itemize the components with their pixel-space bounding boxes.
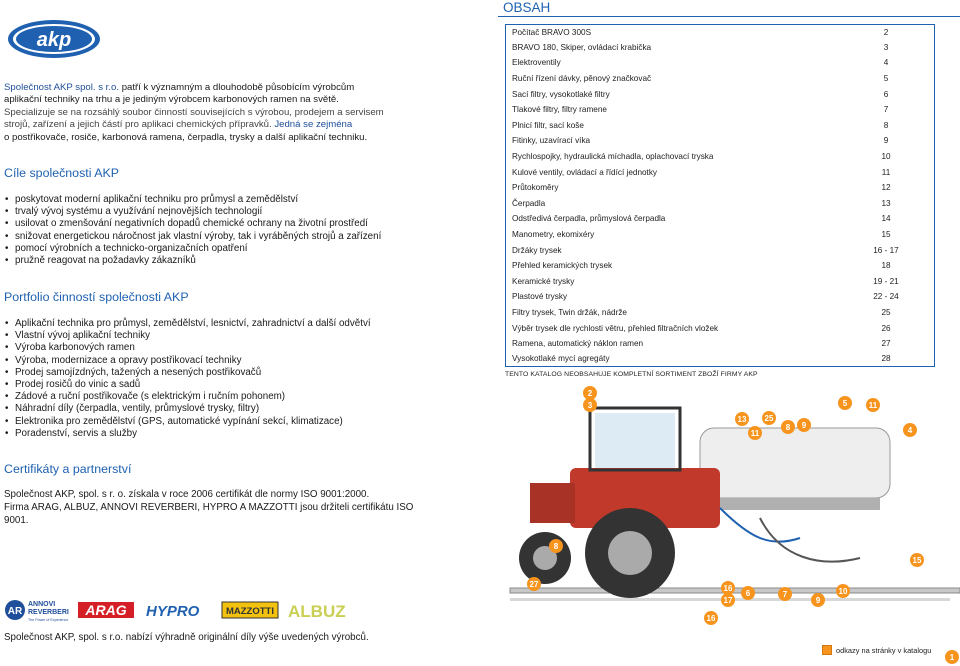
p-hypro-text: HYPRO bbox=[146, 603, 200, 620]
toc-label: Manometry, ekomixéry bbox=[512, 230, 595, 240]
certs-text bbox=[4, 488, 424, 527]
toc-row bbox=[505, 24, 935, 40]
toc-row bbox=[505, 351, 935, 367]
toc-label: Rychlospojky, hydraulická míchadla, oplachovací tryska bbox=[512, 152, 714, 162]
intro-line-4b: Jedná se zejména bbox=[271, 119, 353, 131]
toc-label: Fitinky, uzavírací víka bbox=[512, 136, 591, 146]
portfolio-item: • Náhradní díly (čerpadla, ventily, průmyslové trysky, filtry) bbox=[4, 403, 394, 415]
portfolio-item: • Výroba karbonových ramen bbox=[4, 342, 394, 354]
p-albuz-text: ALBUZ bbox=[288, 602, 346, 621]
diagram-badge: 5 bbox=[838, 396, 852, 410]
toc-page: 26 bbox=[881, 323, 891, 333]
albuz-logo bbox=[288, 602, 346, 621]
goal-item: • trvalý vývoj systému a využívání nejnovějších technologií bbox=[4, 206, 394, 218]
legend-text: odkazy na stránky v katalogu bbox=[836, 645, 932, 655]
toc-row bbox=[505, 118, 935, 134]
diagram-badge: 11 bbox=[866, 398, 880, 412]
toc-row bbox=[505, 196, 935, 212]
toc-label: Odstředivá čerpadla, průmyslová čerpadla bbox=[512, 214, 666, 224]
portfolio-item: • Výroba, modernizace a opravy postřikovací techniky bbox=[4, 355, 394, 367]
diagram-badge: 3 bbox=[583, 398, 597, 412]
p-annovi-text: ANNOVI bbox=[28, 601, 56, 608]
toc-page: 3 bbox=[883, 42, 889, 52]
toc-page: 28 bbox=[881, 354, 891, 364]
portfolio-item: • Zádové a ruční postřikovače (s elektrickým i ručním pohonem) bbox=[4, 391, 394, 403]
toc-row bbox=[505, 289, 935, 305]
p-reverberi-text: REVERBERI bbox=[28, 609, 69, 616]
toc-page: 18 bbox=[881, 261, 891, 271]
certs-heading: Certifikáty a partnerství bbox=[4, 462, 132, 476]
portfolio-item: • Vlastní vývoj aplikační techniky bbox=[4, 330, 394, 342]
toc-page: 9 bbox=[883, 136, 889, 146]
akp-logo bbox=[6, 18, 102, 60]
hypro-logo bbox=[146, 603, 200, 620]
toc-row bbox=[505, 211, 935, 227]
diagram-badge: 7 bbox=[778, 587, 792, 601]
toc-page: 5 bbox=[883, 74, 889, 84]
mazzotti-logo bbox=[222, 602, 278, 618]
diagram-badge: 6 bbox=[741, 586, 755, 600]
diagram-badge: 8 bbox=[549, 539, 563, 553]
obsah-title: OBSAH bbox=[503, 0, 551, 15]
toc-label: Filtry trysek, Twin držák, nádrže bbox=[512, 307, 627, 317]
toc-row bbox=[505, 227, 935, 243]
toc-label: Plnicí filtr, sací koše bbox=[512, 120, 584, 130]
logo-text-text: akp bbox=[36, 29, 72, 51]
company-name: Společnost AKP spol. s r.o. bbox=[4, 82, 120, 93]
intro-line-4: strojů, zařízení a jejich částí pro aplikaci chemických přípravků. bbox=[4, 119, 272, 131]
diagram-badge: 4 bbox=[903, 423, 917, 437]
toc-label: Elektroventily bbox=[512, 58, 561, 68]
toc-row bbox=[505, 274, 935, 290]
legend-swatch bbox=[822, 645, 832, 655]
goal-item: • usilovat o zmenšování negativních dopadů chemické ochrany na životní prostředí bbox=[4, 218, 394, 230]
toc-label: Přehled keramických trysek bbox=[512, 261, 613, 271]
toc-page: 15 bbox=[881, 230, 891, 240]
intro-line-2: aplikační techniky na trhu a je jediným výrobcem karbonových ramen na světě. bbox=[4, 94, 339, 106]
toc-page: 12 bbox=[881, 183, 891, 193]
portfolio-item: • Aplikační technika pro průmysl, zemědělství, lesnictví, zahradnictví a další odvětví bbox=[4, 318, 394, 330]
toc-page: 16 - 17 bbox=[873, 245, 899, 255]
svg-text:AR: AR bbox=[7, 606, 23, 617]
diagram-badge: 9 bbox=[797, 418, 811, 432]
toc-page: 22 - 24 bbox=[873, 292, 899, 302]
toc-label: Počítač BRAVO 300S bbox=[512, 27, 592, 37]
diagram-badge: 16 bbox=[721, 581, 735, 595]
toc-row bbox=[505, 320, 935, 336]
toc-label: Kulové ventily, ovládací a řídící jednotky bbox=[512, 167, 658, 177]
toc-page: 13 bbox=[881, 198, 891, 208]
goal-item: • pružně reagovat na požadavky zákazníků bbox=[4, 255, 394, 267]
portfolio-item: • Poradenství, servis a služby bbox=[4, 428, 394, 440]
diagram-badge: 10 bbox=[836, 584, 850, 598]
intro-paragraph bbox=[4, 82, 384, 144]
toc-page: 6 bbox=[883, 89, 889, 99]
certs-line-2: Firma ARAG, ALBUZ, ANNOVI REVERBERI, HYPRO A MAZZOTTI jsou držiteli certifikátu ISO 9001. bbox=[4, 502, 414, 526]
toc-row bbox=[505, 242, 935, 258]
intro-line-1: patří k významným a dlouhodobě působícím výrobcům bbox=[119, 82, 355, 93]
toc-page: 11 bbox=[881, 167, 891, 177]
arag-logo bbox=[78, 602, 134, 618]
portfolio-item: • Prodej samojízdných, tažených a nesených postřikovačů bbox=[4, 367, 394, 379]
toc-label: Výběr trysek dle rychlosti větru, přehled filtračních vložek bbox=[512, 323, 719, 333]
diagram-legend bbox=[822, 645, 931, 655]
toc-label: Čerpadla bbox=[512, 198, 546, 208]
toc-row bbox=[505, 164, 935, 180]
diagram-badge: 8 bbox=[781, 420, 795, 434]
catalog-note: TENTO KATALOG NEOBSAHUJE KOMPLETNÍ SORTIMENT ZBOŽÍ FIRMY AKP bbox=[505, 371, 758, 378]
goals-list bbox=[4, 194, 394, 267]
toc-row bbox=[505, 71, 935, 87]
diagram-badge: 27 bbox=[527, 577, 541, 591]
toc-row bbox=[505, 86, 935, 102]
goals-heading: Cíle společnosti AKP bbox=[4, 166, 120, 180]
diagram-badge: 9 bbox=[811, 593, 825, 607]
toc-label: Ruční řízení dávky, pěnový značkovač bbox=[512, 74, 652, 84]
toc-label: Ramena, automatický náklon ramen bbox=[512, 339, 644, 349]
toc-label: Sací filtry, vysokotlaké filtry bbox=[512, 89, 610, 99]
toc-label: Vysokotlaké mycí agregáty bbox=[512, 354, 610, 364]
toc-label: Průtokoměry bbox=[512, 183, 559, 193]
partner-logos bbox=[4, 597, 364, 625]
toc-page: 14 bbox=[881, 214, 891, 224]
toc-page: 10 bbox=[881, 152, 891, 162]
certs-line-1: Společnost AKP, spol. s r. o. získala v roce 2006 certifikát dle normy ISO 9001:2000. bbox=[4, 489, 370, 500]
intro-line-5: o postřikovače, rosiče, karbonová ramena, čerpadla, trysky a další aplikační techniku. bbox=[4, 131, 368, 143]
toc-row bbox=[505, 102, 935, 118]
obsah-divider bbox=[498, 16, 960, 17]
p-annovi-tag-text: The Power of Experience bbox=[28, 618, 69, 622]
diagram-badge: 17 bbox=[721, 593, 735, 607]
toc-page: 19 - 21 bbox=[873, 276, 899, 286]
toc-label: Držáky trysek bbox=[512, 245, 562, 255]
annovi-reverberi-logo bbox=[5, 600, 69, 622]
page-number: 1 bbox=[945, 650, 959, 664]
toc-page: 7 bbox=[883, 105, 889, 115]
diagram-badge: 25 bbox=[762, 411, 776, 425]
toc-page: 27 bbox=[881, 339, 891, 349]
toc-label: BRAVO 180, Skiper, ovládací krabička bbox=[512, 42, 652, 52]
goal-item: • snižovat energetickou náročnost jak vlastní výroby, tak i vyráběných strojů a zařízení bbox=[4, 231, 394, 243]
toc-page: 8 bbox=[883, 120, 889, 130]
toc-label: Tlakové filtry, filtry ramene bbox=[512, 105, 607, 115]
table-of-contents bbox=[505, 24, 935, 367]
diagram-badge: 13 bbox=[735, 412, 749, 426]
portfolio-item: • Prodej rosičů do vinic a sadů bbox=[4, 379, 394, 391]
toc-row bbox=[505, 258, 935, 274]
toc-row bbox=[505, 336, 935, 352]
toc-page: 25 bbox=[881, 307, 891, 317]
toc-label: Keramické trysky bbox=[512, 276, 575, 286]
goal-item: • poskytovat moderní aplikační techniku pro průmysl a zemědělství bbox=[4, 194, 394, 206]
diagram-badge: 2 bbox=[583, 386, 597, 400]
goal-item: • pomocí výrobních a technicko-organizačních opatření bbox=[4, 243, 394, 255]
toc-row bbox=[505, 180, 935, 196]
footer-left-note: Společnost AKP, spol. s r.o. nabízí výhradně originální díly výše uvedených výrobců. bbox=[4, 632, 369, 643]
p-mazzotti-text: MAZZOTTI bbox=[225, 606, 275, 617]
diagram-badge: 11 bbox=[748, 426, 762, 440]
portfolio-list bbox=[4, 318, 394, 440]
toc-row bbox=[505, 149, 935, 165]
intro-line-3: Specializuje se na rozsáhlý soubor činností souvisejících s výrobou, prodejem a servisem bbox=[4, 106, 384, 118]
toc-row bbox=[505, 40, 935, 56]
toc-page: 2 bbox=[883, 27, 889, 37]
toc-label: Plastové trysky bbox=[512, 292, 568, 302]
toc-row bbox=[505, 305, 935, 321]
toc-page: 4 bbox=[883, 58, 889, 68]
diagram-badge: 15 bbox=[910, 553, 924, 567]
diagram-badge: 16 bbox=[704, 611, 718, 625]
toc-row bbox=[505, 55, 935, 71]
portfolio-item: • Elektronika pro zemědělství (GPS, automatické vypínání sekcí, klimatizace) bbox=[4, 416, 394, 428]
toc-row bbox=[505, 133, 935, 149]
portfolio-heading: Portfolio činností společnosti AKP bbox=[4, 290, 189, 304]
p-arag-text: ARAG bbox=[85, 602, 127, 618]
